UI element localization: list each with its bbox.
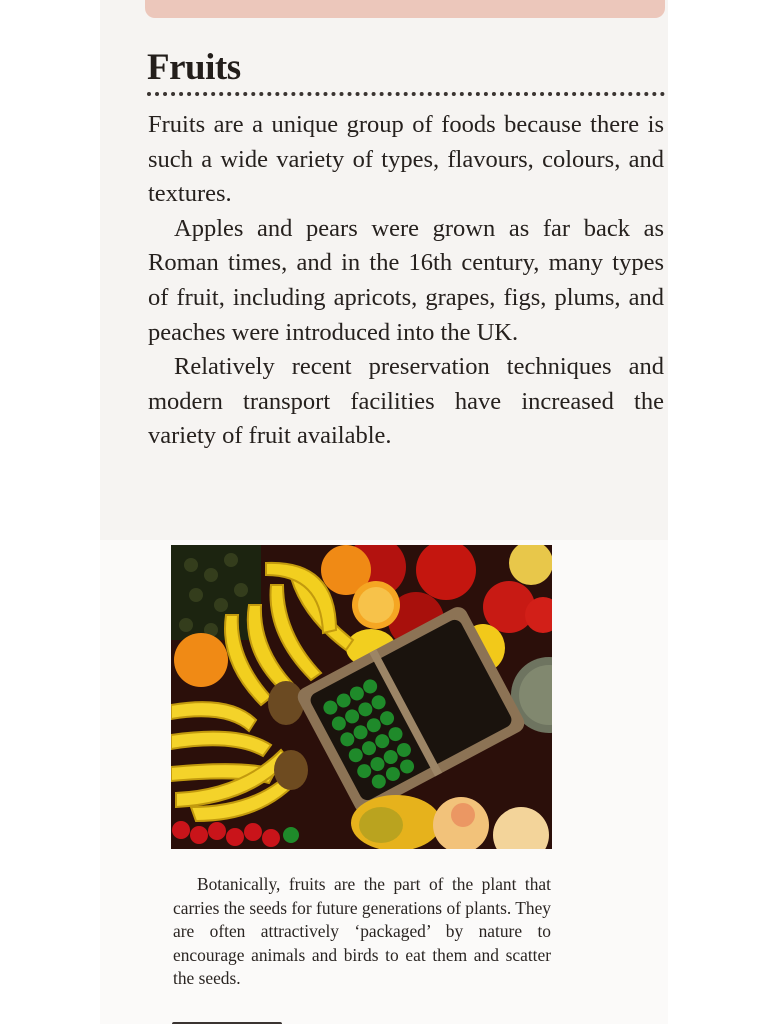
heading-dotted-rule <box>147 92 665 96</box>
paragraph-intro: Fruits are a unique group of foods because there is such a wide variety of types, flavours, colours, and textures. <box>148 111 664 208</box>
section-heading: Fruits <box>147 47 241 88</box>
next-heading-cutoff <box>172 1016 282 1024</box>
caption-text: Botanically, fruits are the part of the plant that carries the seeds for future generations of plants. They are often attractively ‘packaged’ by nature to encourage animals and birds to eat them and scatter the seeds. <box>173 874 551 989</box>
fruit-photo <box>171 545 552 849</box>
paragraph-history: Apples and pears were grown as far back as Roman times, and in the 16th century, many types of fruit, including apricots, grapes, figs, plums, and peaches were introduced into the UK. <box>148 214 664 346</box>
photo-caption <box>173 873 551 991</box>
paragraph-preservation: Relatively recent preservation techniques and modern transport facilities have increased the variety of fruit available. <box>148 353 664 450</box>
body-text <box>148 108 664 454</box>
top-color-band <box>145 0 665 18</box>
